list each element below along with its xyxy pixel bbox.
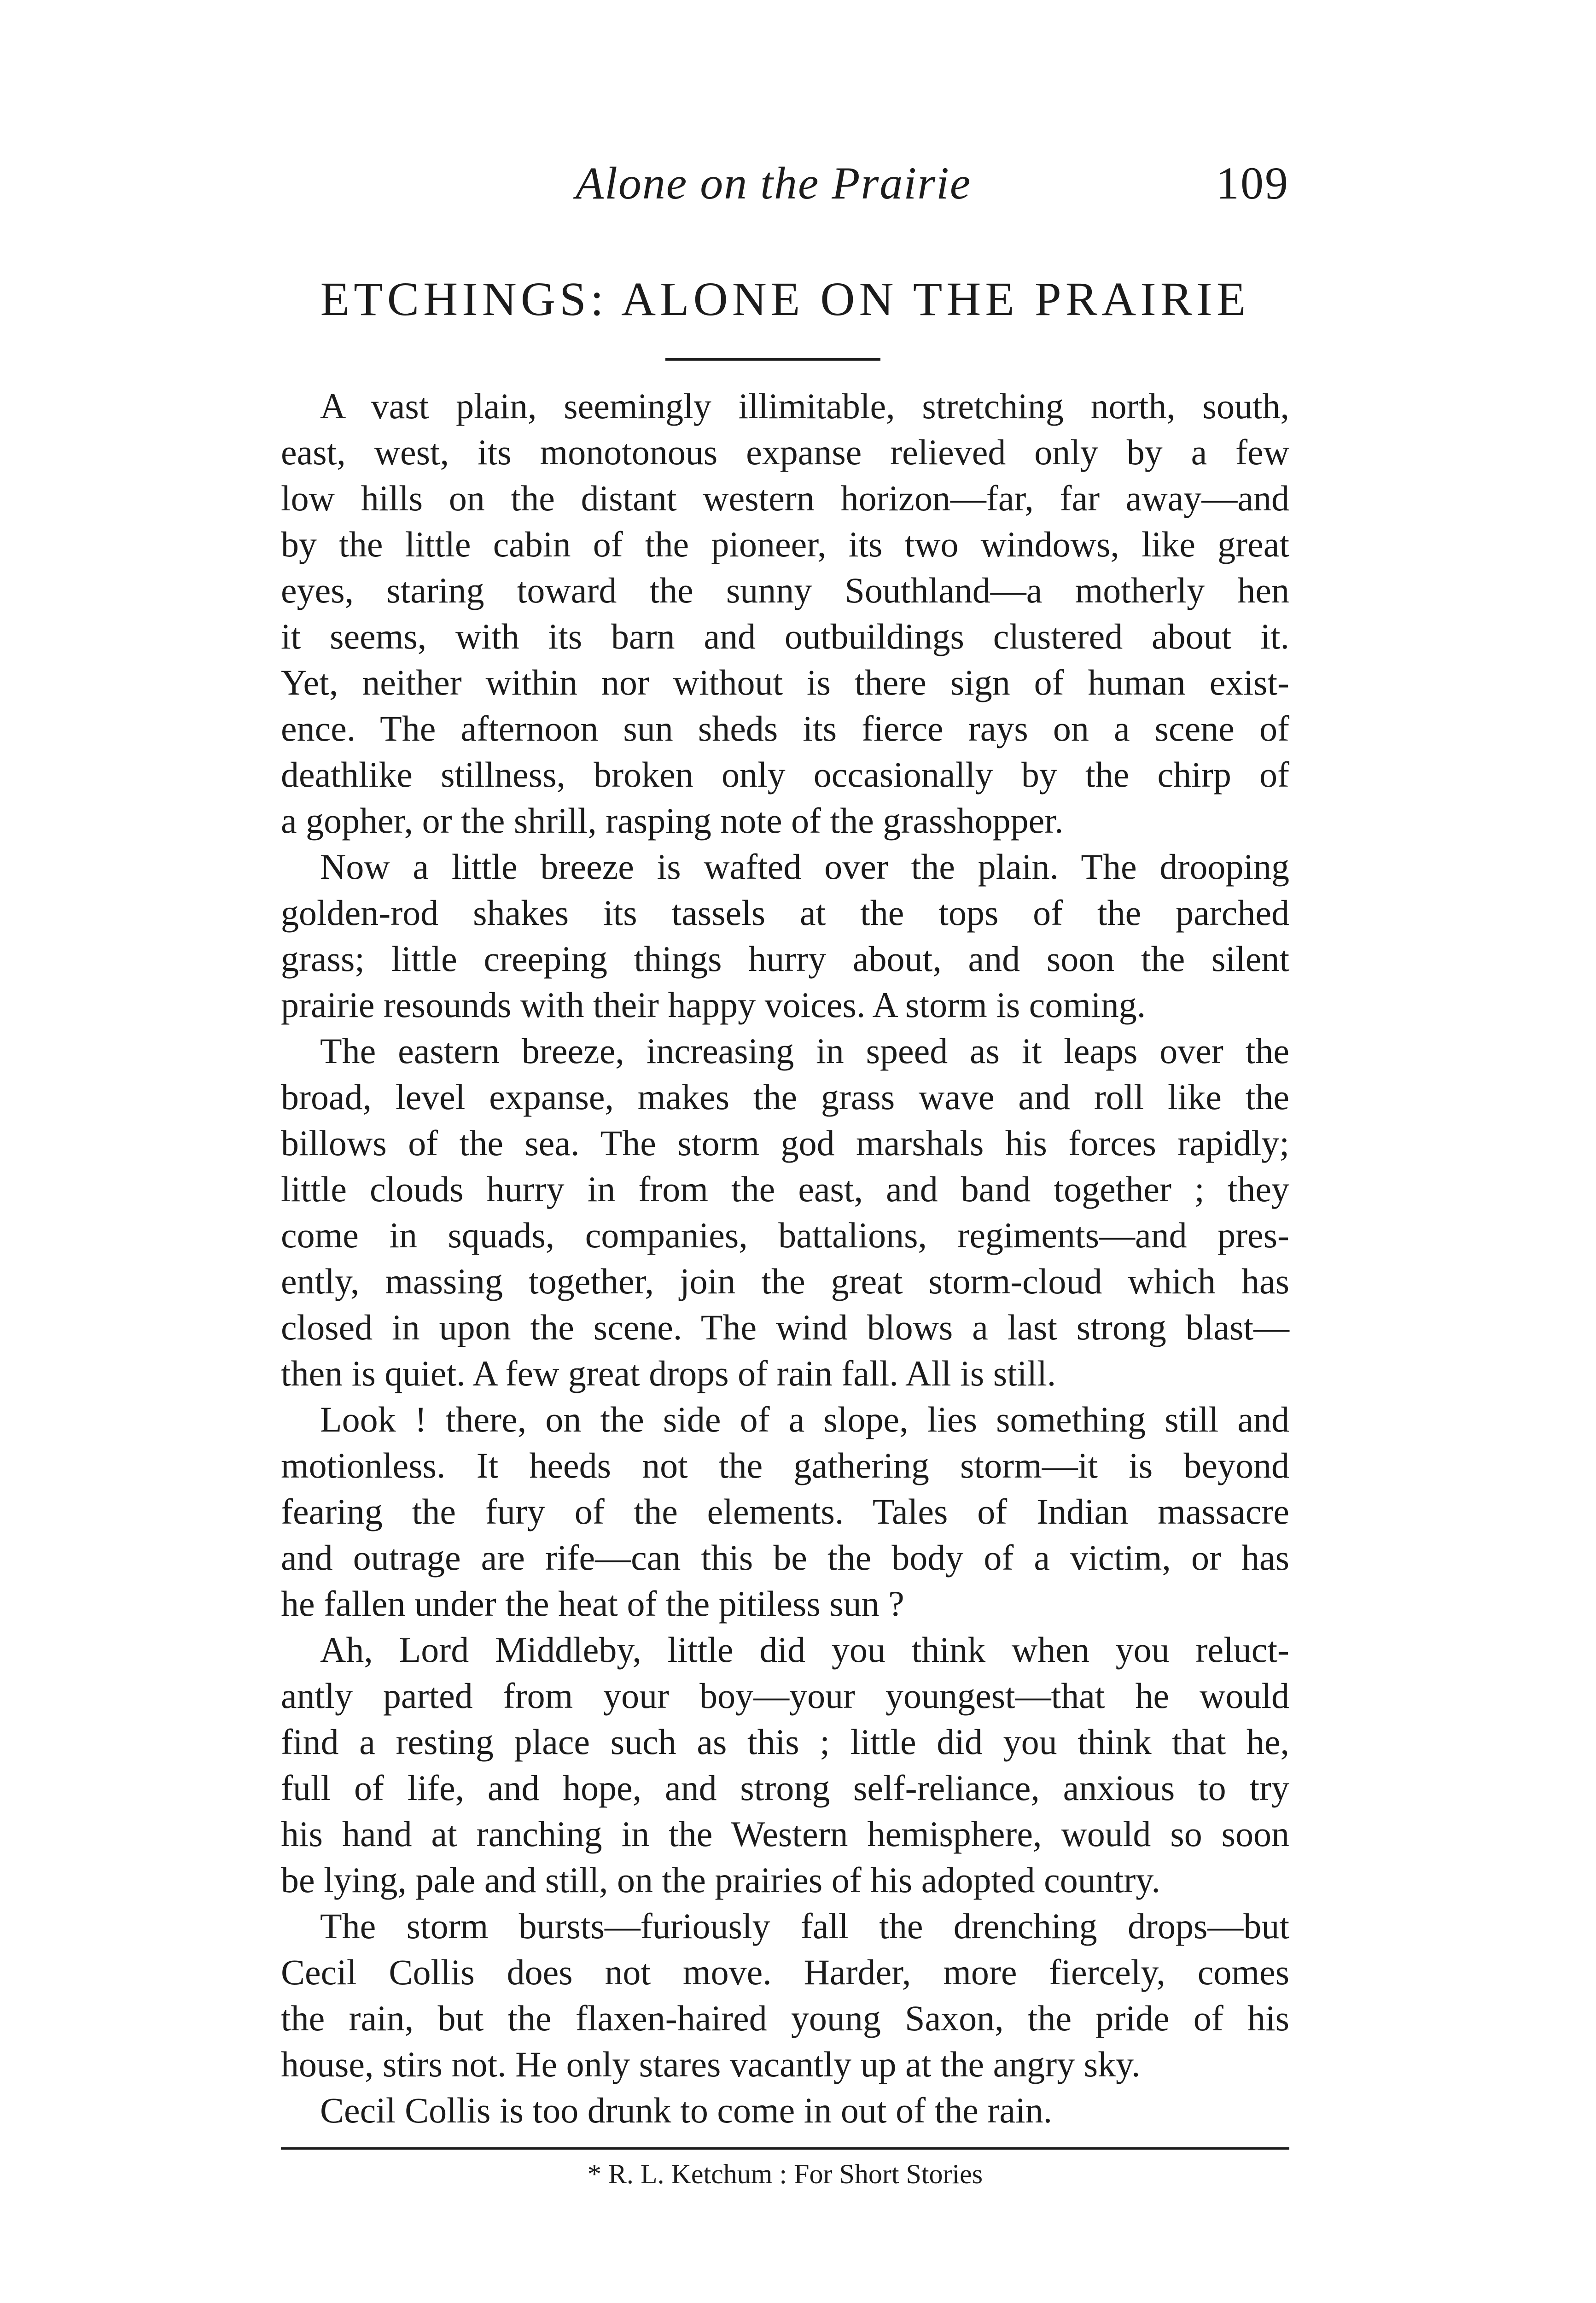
text-line: Now a little breeze is wafted over the plain. The drooping [320,847,1289,887]
text-line: full of life, and hope, and strong self-reliance, anxious to try [281,1768,1289,1808]
text-line: closed in upon the scene. The wind blows a last strong blast— [281,1307,1289,1347]
title-rule [665,358,880,361]
text-line: a gopher, or the shrill, rasping note of the grasshopper. [281,801,1064,841]
text-line: be lying, pale and still, on the prairies of his adopted country. [281,1860,1160,1900]
text-line: fearing the fury of the elements. Tales of Indian massacre [281,1491,1289,1531]
text-line: the rain, but the flaxen-haired young Saxon, the pride of his [281,1998,1289,2038]
text-line: antly parted from your boy—your youngest—that he would [281,1676,1289,1716]
text-line: A vast plain, seemingly illimitable, stretching north, south, [320,386,1289,426]
text-line: eyes, staring toward the sunny Southland—a motherly hen [281,570,1289,610]
text-line: and outrage are rife—can this be the body of a victim, or has [281,1537,1289,1578]
chapter-title: ETCHINGS: ALONE ON THE PRAIRIE [320,273,1250,326]
text-line: east, west, its monotonous expanse relieved only by a few [281,432,1289,472]
text-line: The eastern breeze, increasing in speed as it leaps over the [320,1031,1289,1071]
text-line: by the little cabin of the pioneer, its two windows, like great [281,524,1289,564]
running-head [281,157,1289,216]
text-line: motionless. It heeds not the gathering storm—it is beyond [281,1445,1289,1485]
text-line: The storm bursts—furiously fall the drenching drops—but [320,1906,1289,1946]
text-line: grass; little creeping things hurry about, and soon the silent [281,939,1289,979]
text-line: billows of the sea. The storm god marshals his forces rapidly; [281,1123,1289,1163]
text-line: he fallen under the heat of the pitiless sun ? [281,1584,904,1624]
text-line: Cecil Collis does not move. Harder, more fiercely, comes [281,1952,1289,1992]
text-line: little clouds hurry in from the east, and band together ; they [281,1169,1289,1209]
text-line: prairie resounds with their happy voices. A storm is coming. [281,985,1146,1025]
text-line: then is quiet. A few great drops of rain fall. All is still. [281,1353,1056,1393]
text-line: Ah, Lord Middleby, little did you think when you reluct- [320,1630,1289,1670]
text-line: low hills on the distant western horizon—far, far away—and [281,478,1289,518]
text-line: it seems, with its barn and outbuildings clustered about it. [281,616,1289,656]
footnote-rule [281,2147,1289,2150]
text-line: golden-rod shakes its tassels at the tops of the parched [281,893,1289,933]
text-line: find a resting place such as this ; little did you think that he, [281,1722,1289,1762]
running-title: Alone on the Prairie [576,158,972,209]
text-line: ently, massing together, join the great storm-cloud which has [281,1261,1289,1301]
text-line: Yet, neither within nor without is there sign of human exist- [281,662,1289,702]
text-line: ence. The afternoon sun sheds its fierce rays on a scene of [281,708,1289,748]
text-line: deathlike stillness, broken only occasionally by the chirp of [281,754,1289,795]
page-number: 109 [1216,158,1289,209]
text-line: house, stirs not. He only stares vacantly up at the angry sky. [281,2044,1141,2084]
text-line: broad, level expanse, makes the grass wave and roll like the [281,1077,1289,1117]
text-line: his hand at ranching in the Western hemisphere, would so soon [281,1814,1289,1854]
text-line: come in squads, companies, battalions, regiments—and pres- [281,1215,1289,1255]
text-line: Cecil Collis is too drunk to come in out of the rain. [320,2090,1053,2130]
text-line: Look ! there, on the side of a slope, lies something still and [320,1399,1289,1439]
body-text [281,383,1289,2133]
footnote: * R. L. Ketchum : For Short Stories [587,2159,983,2189]
